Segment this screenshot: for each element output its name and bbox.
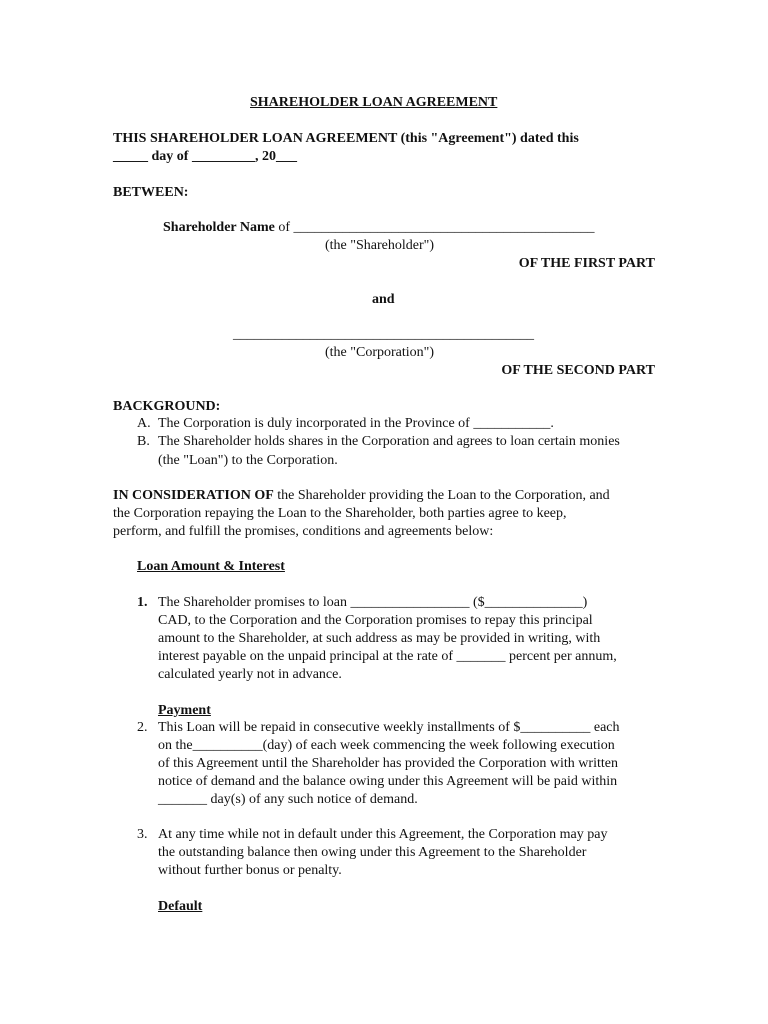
- clause-1-marker: 1.: [137, 595, 148, 610]
- clause-3-line: At any time while not in default under this Agreement, the Corporation may pay: [158, 827, 608, 842]
- clause-2-marker: 2.: [137, 720, 148, 735]
- consideration-line-3: perform, and fulfill the promises, conditions and agreements below:: [113, 524, 494, 539]
- consideration-text: the Shareholder providing the Loan to the Corporation, and: [273, 488, 610, 503]
- consideration-line-1: [113, 487, 610, 505]
- document-title: SHAREHOLDER LOAN AGREEMENT: [250, 95, 498, 110]
- background-item-text: The Shareholder holds shares in the Corporation and agrees to loan certain monies: [158, 434, 620, 449]
- background-item-text: The Corporation is duly incorporated in the Province of ___________.: [158, 416, 554, 431]
- clause-1-line: amount to the Shareholder, at such address as may be provided in writing, with: [158, 631, 601, 646]
- default-heading: Default: [158, 899, 203, 914]
- payment-heading: Payment: [158, 703, 211, 718]
- consideration-bold-lead: IN CONSIDERATION OF: [113, 488, 274, 503]
- shareholder-defined-term: (the "Shareholder"): [325, 238, 434, 253]
- background-item-marker: B.: [137, 434, 150, 449]
- corporation-name-blank: ___________________________________________: [233, 327, 534, 342]
- clause-3-line: the outstanding balance then owing under this Agreement to the Shareholder: [158, 845, 587, 860]
- corporation-defined-term: (the "Corporation"): [325, 345, 435, 360]
- clause-3-line: without further bonus or penalty.: [158, 863, 342, 878]
- clause-1-line: calculated yearly not in advance.: [158, 667, 342, 682]
- clause-2-line: notice of demand and the balance owing under this Agreement will be paid within: [158, 774, 618, 789]
- background-item-text: (the "Loan") to the Corporation.: [158, 453, 338, 468]
- clause-1-line: CAD, to the Corporation and the Corporation promises to repay this principal: [158, 613, 593, 628]
- consideration-line-2: the Corporation repaying the Loan to the Shareholder, both parties agree to keep,: [113, 506, 567, 521]
- intro-line-2: _____ day of _________, 20___: [113, 149, 297, 164]
- background-item-marker: A.: [137, 416, 151, 431]
- clause-3-marker: 3.: [137, 827, 148, 842]
- shareholder-party-line: [163, 219, 595, 237]
- shareholder-address-blank: of ___________________________________________: [274, 220, 595, 235]
- and-label: and: [372, 292, 395, 307]
- clause-1-line: interest payable on the unpaid principal at the rate of _______ percent per annum,: [158, 649, 617, 664]
- background-heading: BACKGROUND:: [113, 399, 221, 414]
- first-part-label: OF THE FIRST PART: [518, 256, 655, 271]
- clause-2-line: This Loan will be repaid in consecutive weekly installments of $__________ each: [158, 720, 620, 735]
- clause-2-line: _______ day(s) of any such notice of demand.: [158, 792, 418, 807]
- second-part-label: OF THE SECOND PART: [501, 363, 655, 378]
- clause-2-line: of this Agreement until the Shareholder has provided the Corporation with written: [158, 756, 618, 771]
- clause-1-line: The Shareholder promises to loan _________________ ($______________): [158, 595, 588, 610]
- between-label: BETWEEN:: [113, 185, 189, 200]
- clause-2-line: on the__________(day) of each week commencing the week following execution: [158, 738, 615, 753]
- loan-amount-heading: Loan Amount & Interest: [137, 559, 285, 574]
- shareholder-name-label: Shareholder Name: [163, 220, 275, 235]
- intro-line-1: THIS SHAREHOLDER LOAN AGREEMENT (this "Agreement") dated this: [113, 131, 579, 146]
